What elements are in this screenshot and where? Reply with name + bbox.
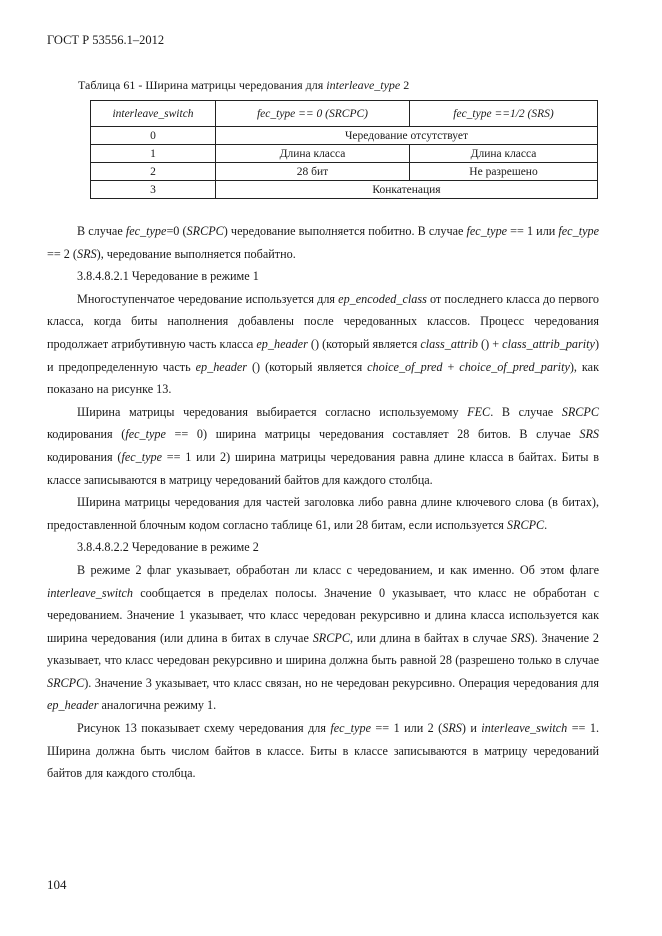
- table-cell: Длина класса: [410, 145, 598, 163]
- table-cell: Длина класса: [216, 145, 410, 163]
- table-cell: Конкатенация: [216, 181, 598, 199]
- interleave-width-table: [90, 100, 598, 199]
- table-cell-key: 2: [91, 163, 216, 181]
- table-caption-variable: interleave_type: [326, 78, 401, 92]
- document-header: ГОСТ Р 53556.1–2012: [47, 33, 165, 47]
- table-header-row: [91, 101, 598, 127]
- table-cell: Чередование отсутствует: [216, 127, 598, 145]
- table-row: [91, 181, 598, 199]
- paragraph: В режиме 2 флаг указывает, обработан ли класс с чередованием, и как именно. Об этом флаге interleave_switch сообщается в пределах полосы. Значение 0 указывает, что класс не обработан с чередованием. Значение 1 указывает, что класс чередован рекурсивно и длина класса используется как ширина чередования (или длина в битах в случае SRCPC, или длина в байтах в случае SRS). Значение 2 указывает, что класс чередован рекурсивно и ширина должна быть равной 28 (разрешено только в случае SRCPC). Значение 3 указывает, что класс связан, но не чередован рекурсивно. Операция чередования для ep_header аналогична режиму 1.: [47, 562, 599, 713]
- paragraph: Ширина матрицы чередования выбирается согласно используемому FEC. В случае SRCPC кодирования (fec_type == 0) ширина матрицы чередования составляет 28 битов. В случае SRS кодирования (fec_type == 1 или 2) ширина матрицы чередования равна длине класса в байтах. Биты в классе записываются в матрицу чередований байтов для каждого столбца.: [47, 404, 599, 487]
- body-text: [47, 220, 599, 785]
- table-caption-suffix: 2: [400, 78, 410, 92]
- table-cell: Не разрешено: [410, 163, 598, 181]
- column-header: fec_type == 0 (SRCPC): [216, 101, 410, 127]
- section-heading: 3.8.4.8.2.1 Чередование в режиме 1: [77, 269, 259, 284]
- paragraph: Рисунок 13 показывает схему чередования для fec_type == 1 или 2 (SRS) и interleave_switch == 1. Ширина должна быть числом байтов в классе. Биты в классе записываются в матрицу чередований байтов для каждого столбца.: [47, 721, 599, 781]
- paragraph: Ширина матрицы чередования для частей заголовка либо равна длине ключевого слова (в битах), предоставленной блочным кодом согласно таблице 61, или 28 битам, если используется SRCPC.: [47, 495, 599, 532]
- column-header: fec_type ==1/2 (SRS): [410, 101, 598, 127]
- section-heading: 3.8.4.8.2.2 Чередование в режиме 2: [77, 540, 259, 555]
- page-number: 104: [47, 877, 67, 892]
- paragraph: В случае fec_type=0 (SRCPC) чередование выполняется побитно. В случае fec_type == 1 или fec_type == 2 (SRS), чередование выполняется побайтно.: [47, 224, 599, 261]
- table-row: [91, 145, 598, 163]
- table-caption-prefix: Таблица 61 - Ширина матрицы чередования для: [78, 78, 327, 92]
- paragraph: Многоступенчатое чередование используется для ep_encoded_class от последнего класса до первого класса, когда биты наполнения добавлены после чередованных классов. Процесс чередования продолжает атрибутивную часть класса ep_header () (который является class_attrib () + class_attrib_parity) и предопределенную часть ep_header () (который является choice_of_pred + choice_of_pred_parity), как показано на рисунке 13.: [47, 291, 599, 397]
- table-cell-key: 1: [91, 145, 216, 163]
- column-header: interleave_switch: [91, 101, 216, 127]
- table-row: [91, 127, 598, 145]
- table-caption: [78, 78, 409, 93]
- table-row: [91, 163, 598, 181]
- table-cell-key: 0: [91, 127, 216, 145]
- table-cell-key: 3: [91, 181, 216, 199]
- table-cell: 28 бит: [216, 163, 410, 181]
